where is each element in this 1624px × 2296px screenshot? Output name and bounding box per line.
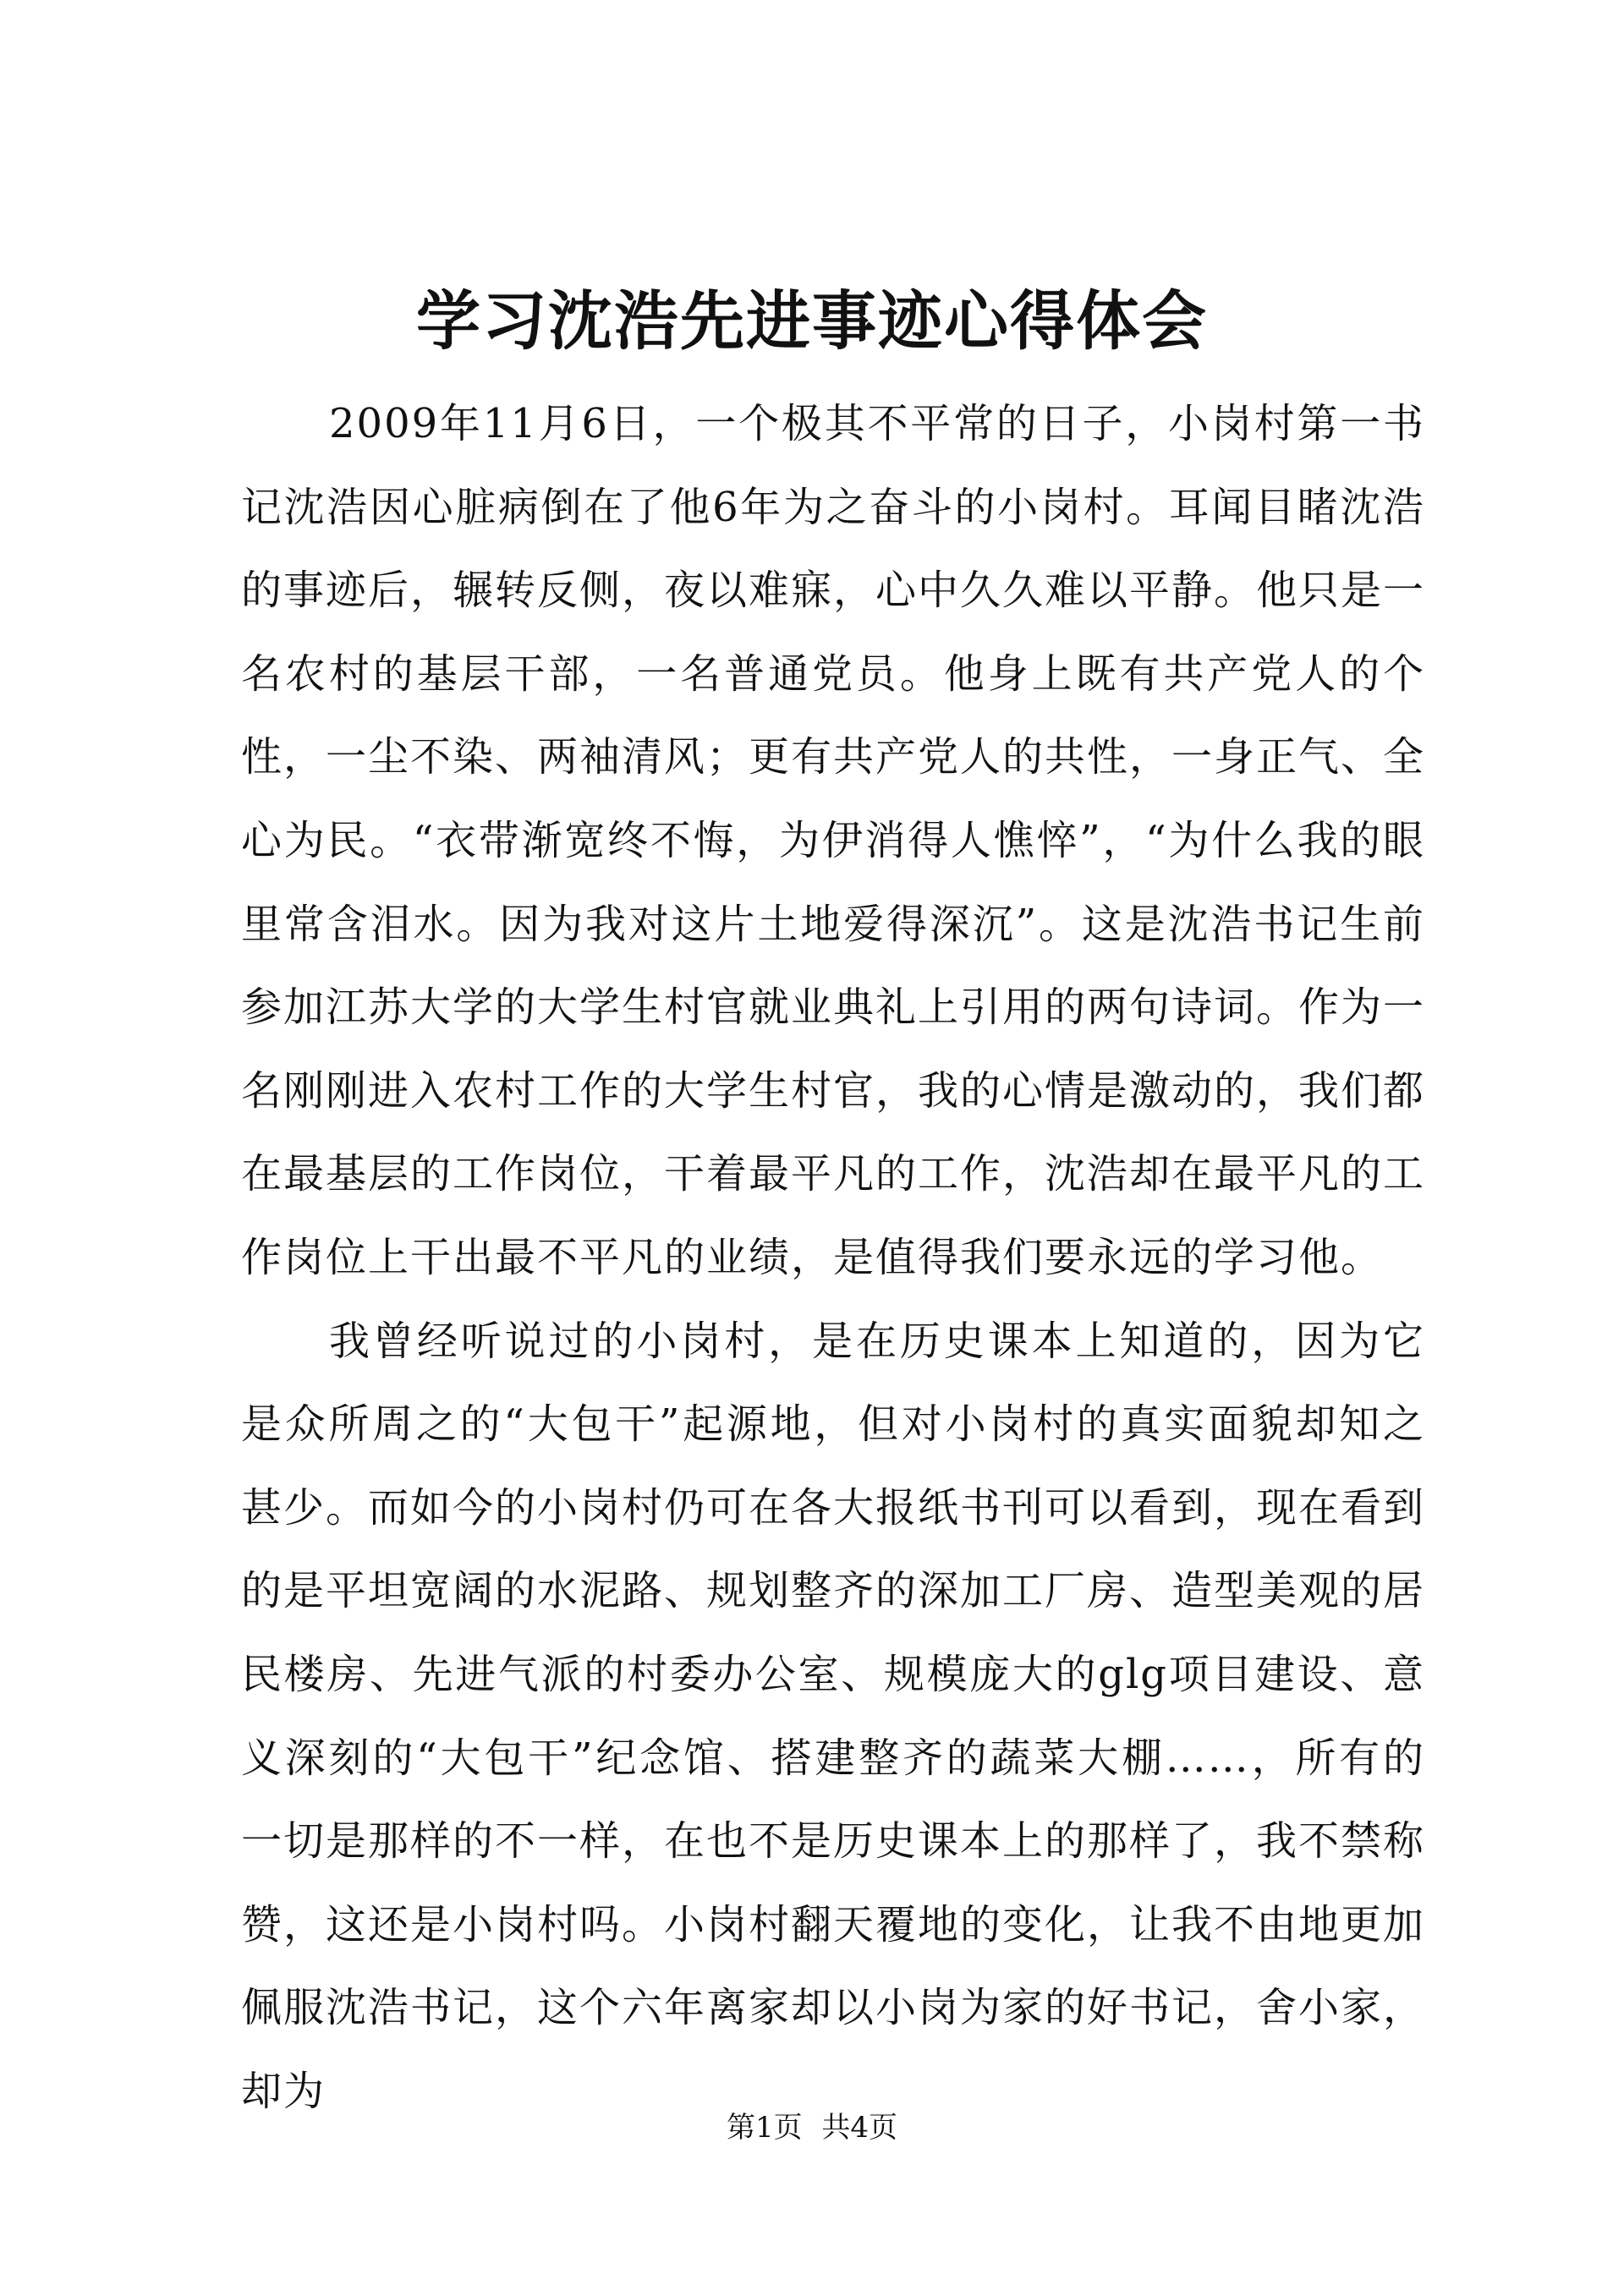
document-title: 学习沈浩先进事迹心得体会 [416,283,1208,359]
page-footer [0,2107,1624,2148]
paragraph-2: 我曾经听说过的小岗村，是在历史课本上知道的，因为它是众所周之的“大包干”起源地，但对小岗村的真实面貌却知之甚少。而如今的小岗村仍可在各大报纸书刊可以看到，现在看到的是平坦宽阔的水泥路、规划整齐的深加工厂房、造型美观的居民楼房、先进气派的村委办公室、规模庞大的glg项目建设、意义深刻的“大包干”纪念馆、搭建整齐的蔬菜大棚……，所有的一切是那样的不一样，在也不是历史课本上的那样了，我不禁称赞，这还是小岗村吗。小岗村翻天覆地的变化，让我不由地更加佩服沈浩书记，这个六年离家却以小岗为家的好书记，舍小家，却为 [241,1317,1426,2115]
page-number: 第1页 [726,2111,803,2145]
document-body [241,382,1425,2133]
page-total: 共4页 [821,2111,898,2145]
paragraph-1: 2009年11月6日，一个极其不平常的日子，小岗村第一书记沈浩因心脏病倒在了他6年为之奋斗的小岗村。耳闻目睹沈浩的事迹后，辗转反侧，夜以难寐，心中久久难以平静。他只是一名农村的基层干部，一名普通党员。他身上既有共产党人的个性，一尘不染、两袖清风；更有共产党人的共性，一身正气、全心为民。“衣带渐宽终不悔，为伊消得人憔悴”，“为什么我的眼里常含泪水。因为我对这片土地爱得深沉”。这是沈浩书记生前参加江苏大学的大学生村官就业典礼上引用的两句诗词。作为一名刚刚进入农村工作的大学生村官，我的心情是激动的，我们都在最基层的工作岗位，干着最平凡的工作，沈浩却在最平凡的工作岗位上干出最不平凡的业绩，是值得我们要永远的学习他。 [241,400,1426,1281]
